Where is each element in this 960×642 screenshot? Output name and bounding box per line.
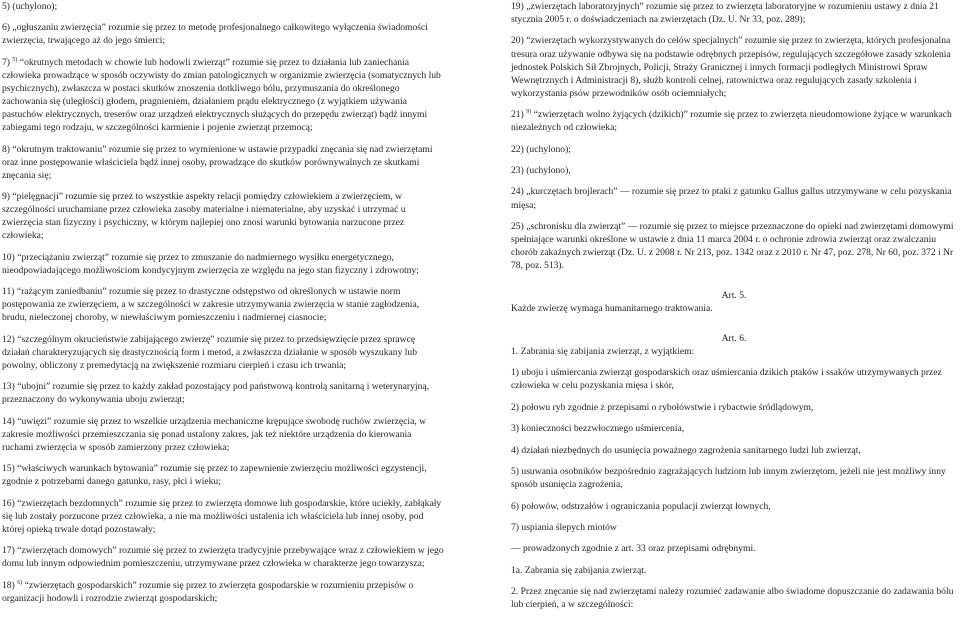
item-text: “właściwych warunkach bytowania” rozumie się przez to zapewnienie zwierzęciu możliwości egzystencji, zgodnie z potrzebami danego gatunku, rasy, płci i wieku;: [2, 463, 427, 488]
item-text: “zwierzętach domowych” rozumie się przez to zwierzęta tradycyjnie przebywające wraz z człowiekiem w jego domu lub innym odpowiednim pomieszczeniu, utrzymywane przez człowieka w charakterze jego towarzysza;: [2, 545, 444, 570]
list-item: [2, 190, 444, 242]
list-item: [2, 497, 444, 536]
item-number: 8): [2, 143, 10, 155]
item-text: konieczności bezzwłocznego uśmiercenia,: [521, 423, 685, 435]
item-number: 4): [511, 444, 519, 456]
item-text: „zwierzętach laboratoryjnych” rozumie się przez to zwierzęta laboratoryjne w rozumieniu ustawy z dnia 21 stycznia 2005 r. o doświadczeniach na zwierzętach (Dz. U. Nr 33, poz. 289);: [511, 1, 939, 26]
item-text: uspiania ślepych miotów: [521, 522, 617, 533]
item-number: 6): [2, 22, 10, 34]
item-text: “okrutnych metodach w chowie lub hodowli zwierząt” rozumie się przez to działania lub zaniechania człowieka prowadzące w sposób oczywisty do zmian patologicznych w organizmie zwierzęcia (somatycznych lub psychicznych), zwłaszcza w postaci skutków znoszenia dotkliwego bólu, przymuszania do określonego zachowania się (uległości) głodem, pragnieniem, działaniem prądu elektrycznego (z wyjątkiem używania pastuchów elektrycznych, treserów oraz urządzeń elektrycznych służących do przepędu zwierząt) bądź innymi zabiegami tego rodzaju, w szczególności karmienie i pojenie zwierząt przemocą;: [2, 56, 441, 134]
item-text: “zwierzętach bezdomnych” rozumie się przez to zwierzęta domowe lub gospodarskie, które uciekły, zabłąkały się lub zostały porzucone przez człowieka, a nie ma możliwości ustalenia ich właściciela lub innej osoby, pod której opieką trwale dotąd pozostawały;: [2, 497, 442, 535]
item-number: 19): [511, 1, 524, 12]
item-number: 3): [511, 423, 519, 435]
item-number: 15): [2, 463, 15, 475]
list-item: [511, 0, 957, 26]
item-text: “uwięzi” rozumie się przez to wszelkie urządzenia mechaniczne krępujące swobodę ruchów zwierzęcia, w zakresie możliwości przemieszczania się ponad ustalony zakres, jak też niektóre urządzenia do kierowania ruchami zwierzęcia w sposób zamierzony przez człowieka;: [2, 415, 427, 453]
paragraph: — prowadzonych zgodnie z art. 33 oraz przepisami odrębnymi.: [511, 543, 756, 555]
list-item: [511, 444, 957, 457]
art6-exceptions: [511, 366, 957, 534]
item-number: 18): [2, 579, 15, 591]
item-number: 7): [511, 522, 519, 533]
item-number: 9): [2, 191, 10, 203]
list-item: [2, 0, 444, 13]
item-number: 11): [2, 286, 15, 298]
list-item: [2, 56, 444, 134]
item-number: 21): [511, 109, 524, 121]
list-item: [511, 220, 957, 272]
item-number: 7): [2, 56, 10, 68]
item-number: 22): [511, 143, 524, 155]
item-text: “szczególnym okrucieństwie zabijającego zwierzę” rozumie się przez to przedsięwzięcie przez sprawcę działań charakteryzujących się drastycznością form i metod, a zwłaszcza działanie w sposób wyszukany lub powolny, obliczony z premedytacją na zwiększenie rozmiaru cierpień i czasu ich trwania;: [2, 333, 418, 371]
item-text: “zwierzętach gospodarskich” rozumie się przez to zwierzęta gospodarskie w rozumieniu przepisów o organizacji hodowli i rozrodzie zwierząt gospodarskich;: [2, 579, 414, 604]
item-number: 2): [511, 401, 519, 413]
item-text: “przeciążaniu zwierząt” rozumie się przez to zmuszanie do nadmiernego wysiłku energetycznego, nieodpowiadającego możliwościom kondycyjnym zwierzęcia ze względu na jego stan fizyczny i zdrowotny;: [2, 251, 419, 276]
item-number: 16): [2, 497, 15, 509]
item-text: „kurczętach brojlerach” — rozumie się przez to ptaki z gatunku Gallus gallus utrzymywane w celu pozyskania mięsa;: [511, 186, 952, 211]
item-text: połowów, odstrzałów i ograniczania populacji zwierząt łownych,: [521, 500, 771, 512]
list-item: [2, 333, 444, 372]
list-item: [2, 285, 444, 324]
item-text: “zwierzętach wykorzystywanych do celów specjalnych” rozumie się przez to zwierzęta, których profesjonalna tresura oraz używanie odbywa się na podstawie odrębnych przepisów, regulujących szczegółowe zasady szkolenia jednostek Polskich Sił Zbrojnych, Policji, Straży Granicznej i innych formacji podległych Ministrowi Spraw Wewnętrznych i Administracji 8), służb kontroli celnej, ratownictwa oraz regulujących zasady szkolenia i wykorzystania psów przewodników osób ociemniałych;: [511, 35, 951, 99]
list-item: [2, 415, 444, 454]
item-number: 12): [2, 333, 15, 345]
list-item: [2, 143, 444, 182]
paragraph: 2. Przez znęcanie się nad zwierzętami należy rozumieć zadawanie albo świadome dopuszczanie do zadawania bólu lub cierpień, a w szczególności:: [511, 586, 954, 611]
art6-tail: [511, 542, 957, 611]
list-item: [511, 366, 957, 392]
footnote-marker: 6): [17, 579, 23, 586]
list-item: [511, 143, 957, 156]
list-item: [511, 164, 957, 177]
list-item: [511, 185, 957, 211]
item-text: (uchylono);: [12, 1, 58, 12]
item-number: 20): [511, 35, 524, 47]
footnote-marker: 9): [526, 108, 532, 115]
item-text: uboju i uśmiercania zwierząt gospodarskich oraz uśmiercania dzikich ptaków i ssaków utrzymywanych przez człowieka w celu pozyskania mięsa i skór,: [511, 367, 942, 392]
item-text: usuwania osobników bezpośrednio zagrażających ludziom lub innym zwierzętom, jeżeli nie jest możliwy inny sposób usunięcia zagrożenia,: [511, 466, 946, 491]
list-item: [2, 21, 444, 47]
item-text: „schronisku dla zwierząt” — rozumie się przez to miejsce przeznaczone do opieki nad zwierzętami domowymi spełniające warunki określone w ustawie z dnia 11 marca 2004 r. o ochronie zdrowia zwierząt oraz zwalczaniu chorób zakaźnych zwierząt (Dz. U. z 2008 r. Nr 213, poz. 1342 oraz z 2010 r. Nr 47, poz. 278, Nr 60, poz. 372 i Nr 78, poz. 513).: [511, 220, 954, 272]
art6-title: Art. 6.: [721, 332, 747, 344]
item-text: “rażącym zaniedbaniu” rozumie się przez to drastyczne odstępstwo od określonych w ustawie norm postępowania ze zwierzęciem, a w szczególności w zakresie utrzymywania zwierzęcia w stanie zagłodzenia, brudu, nieleczonej choroby, w niewłaściwym pomieszczeniu i nadmiernej ciasnocie;: [2, 286, 420, 324]
list-item: [511, 108, 957, 134]
item-number: 14): [2, 415, 15, 427]
item-number: 23): [511, 165, 524, 177]
item-text: “pielęgnacji” rozumie się przez to wszystkie aspekty relacji pomiędzy człowiekiem a zwierzęciem, w szczególności uruchamiane przez człowieka zasoby materialne i niematerialne, aby uzyskać i utrzymać u zwierzęcia stan fizyczny i psychiczny, w którym najlepiej ono znosi warunki bytowania narzucone przez człowieka;: [2, 191, 406, 242]
item-text: “zwierzętach wolno żyjących (dzikich)” rozumie się przez to zwierzęta nieudomowione żyjące w warunkach niezależnych od człowieka;: [511, 109, 952, 134]
list-item: [511, 401, 957, 414]
list-item: [2, 544, 444, 570]
art6-intro: 1. Zabrania się zabijania zwierząt, z wyjątkiem:: [511, 345, 695, 357]
right-definitions: [511, 0, 957, 272]
left-column: [2, 0, 444, 613]
item-text: (uchylono),: [526, 165, 571, 177]
art5-title: Art. 5.: [721, 289, 747, 301]
list-item: [511, 465, 957, 491]
right-column: [511, 0, 957, 620]
list-item: [511, 34, 957, 99]
item-text: „ogłuszaniu zwierzęcia” rozumie się przez to metodę profesjonalnego całkowitego wyłączenia świadomości zwierzęcia, trwającego aż do jego śmierci;: [2, 22, 428, 47]
item-text: (uchylono);: [526, 143, 571, 155]
item-number: 24): [511, 186, 524, 198]
list-item: [2, 462, 444, 488]
list-item: [2, 579, 444, 605]
list-item: [511, 500, 957, 513]
item-text: działań niezbędnych do usunięcia poważnego zagrożenia sanitarnego ludzi lub zwierząt,: [521, 444, 861, 456]
list-item: [2, 251, 444, 277]
list-item: [2, 380, 444, 406]
art5-text: Każde zwierzę wymaga humanitarnego traktowania.: [511, 302, 713, 314]
item-text: połowu ryb zgodnie z przepisami o rybołówstwie i rybactwie śródlądowym,: [521, 401, 814, 413]
item-number: 10): [2, 251, 15, 263]
item-number: 5): [2, 1, 10, 12]
item-number: 1): [511, 367, 519, 379]
item-number: 17): [2, 545, 15, 557]
list-item: [511, 422, 957, 435]
list-item: [511, 521, 957, 534]
item-text: “ubojni” rozumie się przez to każdy zakład pozostający pod państwową kontrolą sanitarną i weterynaryjną, przeznaczony do wykonywania uboju zwierząt;: [2, 381, 430, 406]
item-number: 6): [511, 500, 519, 512]
footnote-marker: 5): [12, 56, 18, 63]
item-number: 13): [2, 381, 15, 393]
item-number: 25): [511, 220, 524, 232]
item-text: “okrutnym traktowaniu” rozumie się przez to wymienione w ustawie przypadki znęcania się nad zwierzętami oraz inne postępowanie właściciela bądź innej osoby, prowadzące do skutków porównywalnych ze skutkami znęcania się;: [2, 143, 433, 181]
paragraph: 1a. Zabrania się zabijania zwierząt.: [511, 564, 647, 576]
item-number: 5): [511, 466, 519, 478]
